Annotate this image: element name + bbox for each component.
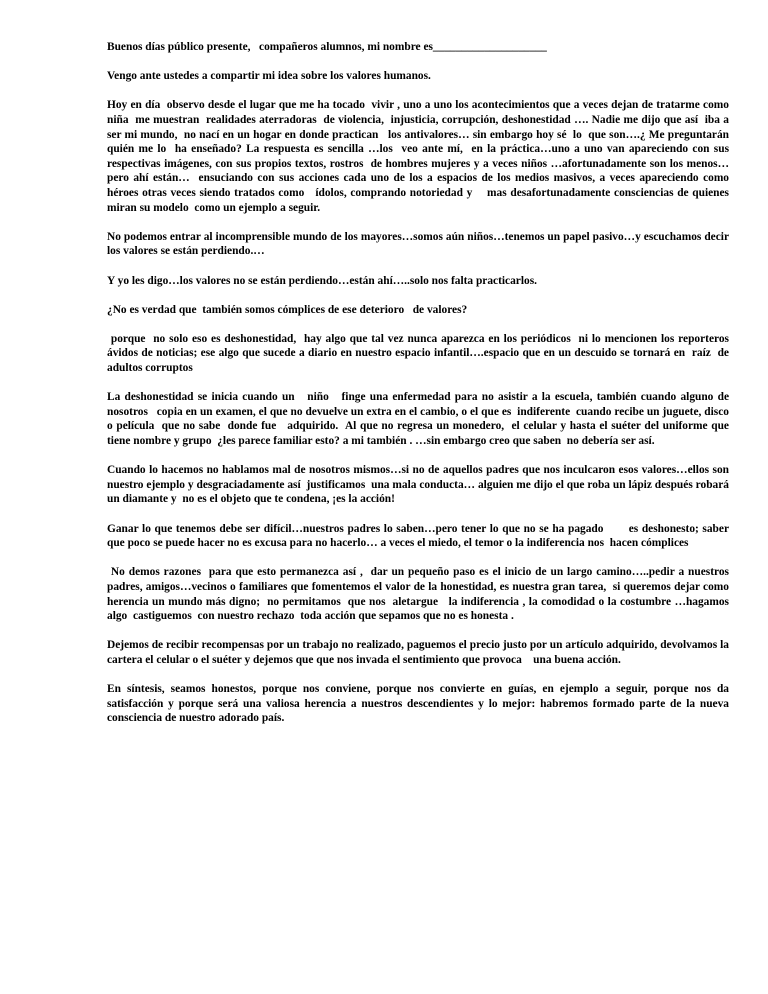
paragraph-dishonesty: porque no solo eso es deshonestidad, hay algo que tal vez nunca aparezca en los periódicos ni lo mencionen los reporteros ávidos de noticias; ese algo que sucede a diario en nuestro espacio infantil….espacio que en un descuido se tornará en raíz de adultos corruptos — [107, 332, 732, 375]
paragraph-call-to-action: No demos razones para que esto permanezca así , dar un pequeño paso es el inicio de un largo camino…..pedir a nuestros padres, amigos…vecinos o familiares que fomentemos el valor de la honestidad, es nuestra gran tarea, si queremos dejar como herencia un mundo más digno; no permitamos que nos aletargue la indiferencia , la comodidad o la costumbre …hagamos algo castiguemos con nuestro rechazo toda acción que sepamos que no es honesta . — [107, 566, 732, 623]
paragraph-parents: Cuando lo hacemos no hablamos mal de nosotros mismos…si no de aquellos padres que nos inculcaron esos valores…ellos son nuestro ejemplo y desgraciadamente así justificamos una mala conducta… alguien me dijo el que roba un lápiz después robará un diamante y no es el objeto que te condena, ¡es la acción! — [107, 464, 732, 506]
paragraph-earning: Ganar lo que tenemos debe ser difícil…nuestros padres lo saben…pero tener lo que no se ha pagado es deshonesto; saber que poco se puede hacer no es excusa para no hacerlo… a veces el miedo, el temor o la indiferencia nos hacen cómplices — [107, 522, 732, 550]
paragraph-conclusion: En síntesis, seamos honestos, porque nos conviene, porque nos convierte en guías, en ejemplo a seguir, porque nos da satisfacción y porque será una valiosa herencia a nuestros descendientes y lo mejor: habremos formado parte de la nueva consciencia de nuestro adorado país. — [107, 683, 732, 725]
paragraph-observation: Hoy en día observo desde el lugar que me ha tocado vivir , uno a uno los acontecimientos que a veces dejan de tratarme como niña me muestran realidades aterradoras de violencia, injusticia, corrupción, deshonestidad …. Nadie me dijo que así iba a ser mi mundo, no nací en un hogar en donde practican los antivalores… sin embargo hoy sé lo que son….¿ Me preguntarán quién me lo ha enseñado? La respuesta es sencilla …los veo ante mí, en la práctica…uno a uno van apareciendo con sus respectivas imágenes, con sus propios textos, rostros de hombres mujeres y a veces niños …afortunadamente son los menos…pero ahí están… ensuciando con sus acciones cada uno de los a espacios de los medios masivos, a veces apareciendo como héroes otras veces siendo tratados como ídolos, comprando notoriedad y mas desafortunadamente consciencias de quienes miran su modelo como un ejemplo a seguir. — [107, 99, 735, 214]
paragraph-rewards: Dejemos de recibir recompensas por un trabajo no realizado, paguemos el precio justo por un artículo adquirido, devolvamos la cartera el celular o el suéter y dejemos que que nos invada el sentimiento que provoca una buena acción. — [107, 639, 732, 666]
paragraph-values-present: Y yo les digo…los valores no se están perdiendo…están ahí…..solo nos falta practicarlos. — [107, 274, 538, 287]
paragraph-adults-world: No podemos entrar al incomprensible mundo de los mayores…somos aún niños…tenemos un papel pasivo…y escuchamos decir los valores se están perdiendo.… — [107, 230, 732, 258]
paragraph-greeting: Buenos días público presente, compañeros alumnos, mi nombre es____________________ — [107, 41, 547, 53]
document-page — [107, 40, 735, 741]
paragraph-intro: Vengo ante ustedes a compartir mi idea sobre los valores humanos. — [107, 70, 431, 83]
paragraph-question: ¿No es verdad que también somos cómplices de ese deterioro de valores? — [107, 303, 468, 316]
paragraph-examples: La deshonestidad se inicia cuando un niño finge una enfermedad para no asistir a la escuela, también cuando alguno de nosotros copia en un examen, el que no devuelve un extra en el cambio, o el que es indiferente cuando recibe un juguete, disco o película que no sabe donde fue adquirido. Al que no regresa un monedero, el celular y hasta el suéter del uniforme que tiene nombre y grupo ¿les parece familiar esto? a mi también . …sin embargo creo que saben no debería ser así. — [107, 391, 732, 448]
